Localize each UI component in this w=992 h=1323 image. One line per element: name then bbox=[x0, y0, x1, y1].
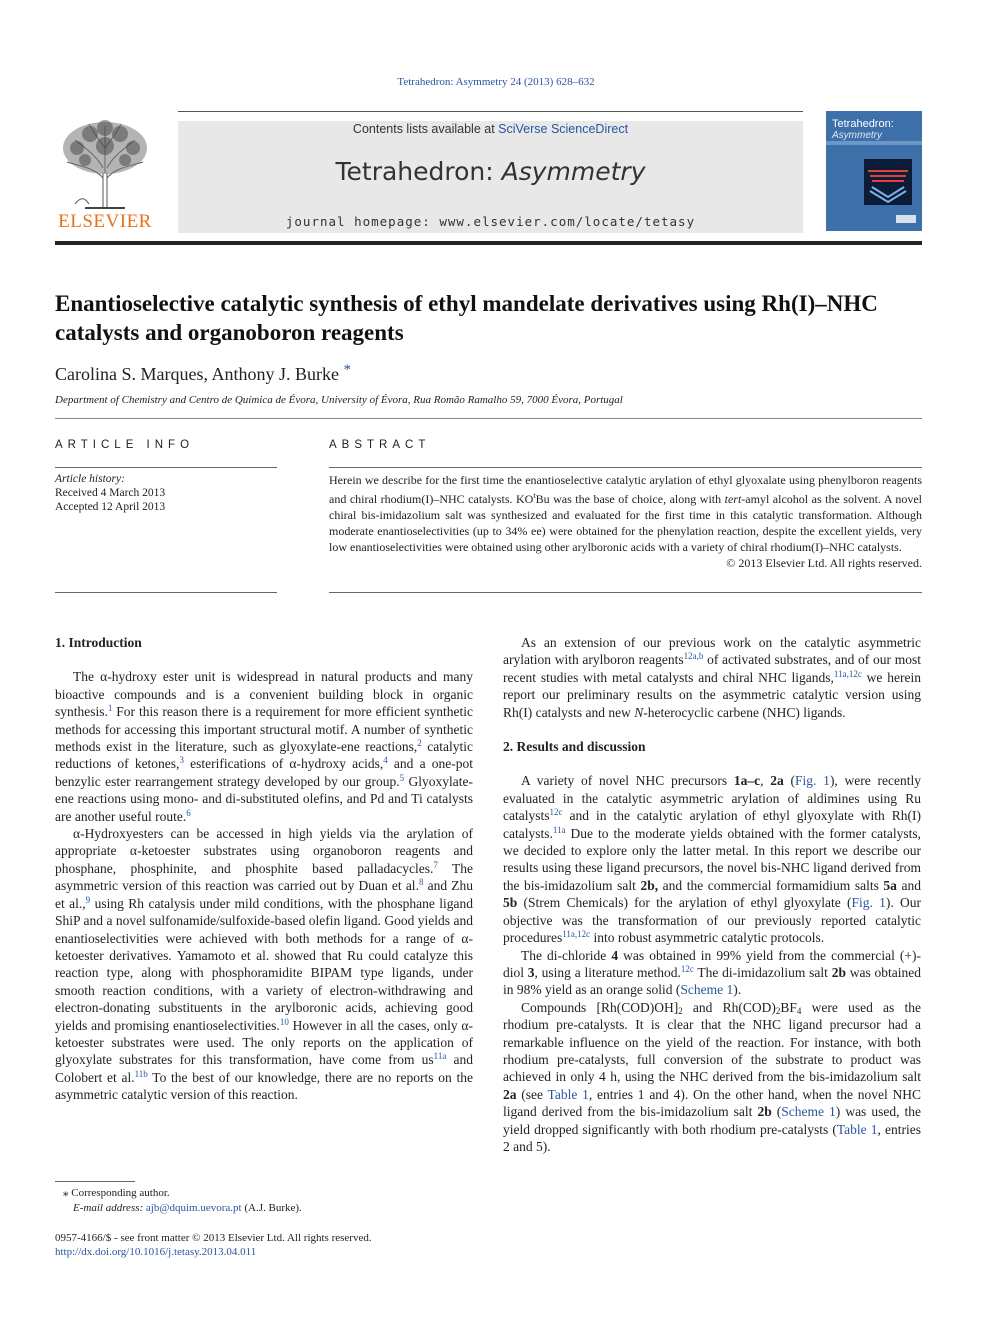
article-title: Enantioselective catalytic synthesis of ethyl mandelate derivatives using Rh(I)–NHC catalysts and organoboron reagents bbox=[55, 291, 878, 345]
author-names: Carolina S. Marques, Anthony J. Burke bbox=[55, 364, 339, 384]
left-column bbox=[55, 634, 473, 1104]
paragraph: The α-hydroxy ester unit is widespread in natural products and many bioactive compounds and is a convenient building block in organic synthesis.$^1$ For this reason there is a requirement for more efficient synthetic methods for accessing this important structural motif. A number of synthetic methods exist in the literature, such as glyoxylate-ene reactions,$^2$ catalytic reductions of ketones,$^3$ esterifications of α-hydroxy acids,$^4$ and a one-pot benzylic ester rearrangement strategy developed by our group.$^5$ Glyoxylate-ene reactions using mono- and di-substituted olefins, and Pd and Ti catalysts are another useful route.$^6$ bbox=[55, 669, 473, 824]
sciencedirect-link[interactable]: SciVerse ScienceDirect bbox=[498, 122, 629, 136]
publisher-wordmark: ELSEVIER bbox=[58, 211, 152, 232]
contents-prefix: Contents lists available at bbox=[352, 122, 499, 136]
email-link[interactable]: ajb@dquim.uevora.pt bbox=[145, 1202, 242, 1214]
cover-graphic-icon bbox=[826, 111, 922, 231]
corresponding-author-mark[interactable]: * bbox=[343, 362, 351, 378]
email-suffix: (A.J. Burke). bbox=[241, 1202, 302, 1214]
article-info-bottom-rule bbox=[55, 592, 277, 593]
history-label: Article history: bbox=[55, 473, 125, 485]
paragraph: As an extension of our previous work on the catalytic asymmetric arylation with arylboron reagents$^{12a,b}$ of activated substrates, and of our most recent studies with metal catalysts and chiral NHC ligands,$^{11a,12c}$ we herein report our preliminary results on the asymmetric catalytic version using Rh(I) catalysts and new N-heterocyclic carbene (NHC) ligands. bbox=[503, 635, 921, 720]
abstract-heading: ABSTRACT bbox=[329, 439, 431, 451]
journal-homepage[interactable]: journal homepage: www.elsevier.com/locate/tetasy bbox=[285, 214, 696, 229]
abstract-text: Herein we describe for the first time the enantioselective catalytic arylation of ethyl glyoxalate using phenylboron reagents and chiral rhodium(I)–NHC catalysts. $KO^tBu$ was the base of choice, along with tert-amyl alcohol as the solvent. A novel chiral bis-imidazolium salt was synthesized and evaluated for the first time in this catalytic transformation. Although moderate enantioselectivities (up to 34% ee) were obtained for the phenylation reaction, despite the excellent yields, very low enantioselectivities were obtained using other arylboronic acids with a variety of chiral rhodium(I)–NHC catalysts. © 2013 Elsevier Ltd. All rights reserved. bbox=[329, 473, 922, 570]
doi-link[interactable]: http://dx.doi.org/10.1016/j.tetasy.2013.04.011 bbox=[55, 1246, 257, 1258]
received-date: Received 4 March 2013 bbox=[55, 487, 166, 499]
affiliation-rule bbox=[55, 418, 922, 419]
paragraph: Compounds $[Rh(COD)OH]_2$ and $Rh(COD)_2BF_4$ were used as the rhodium pre-catalysts. It is clear that the NHC ligand precursor had a remarkable influence on the yield of the reaction. For instance, with both rhodium pre-catalysts, full conversion of the substrate to product was achieved in only 4 h, using the NHC derived from the bis-imidazolium salt 2a (see Table 1, entries 1 and 4). On the other hand, when the novel NHC ligand derived from the bis-imidazolium salt 2b (Scheme 1) was used, the yield dropped significantly with both rhodium pre-catalysts (Table 1, entries 2 and 5). bbox=[503, 999, 922, 1154]
affiliation: Department of Chemistry and Centro de Química de Évora, University of Évora, Rua Romão Ramalho 59, 7000 Évora, Portugal bbox=[55, 394, 623, 406]
cover-title-main: Tetrahedron: bbox=[832, 118, 894, 130]
right-column bbox=[503, 634, 921, 1155]
cover-title-sub: Asymmetry bbox=[832, 130, 882, 141]
journal-title-italic: Asymmetry bbox=[501, 157, 646, 186]
paragraph: A variety of novel NHC precursors 1a–c, 2a (Fig. 1), were recently evaluated in the catalytic asymmetric arylation of aldimines using Ru catalysts$^{12c}$ and in the catalytic arylation of ethyl glyoxylate with Rh(I) catalysts.$^{11a}$ Due to the moderate yields obtained with the former catalysts, we decided to explore only the latter metal. In this report we describe our results using these ligand precursors, the novel bis-NHC ligand derived from the bis-imidazolium salt 2b, and the commercial formamidium salts 5a and 5b (Strem Chemicals) for the arylation of ethyl glyoxylate (Fig. 1). Our objective was the transformation of our previously reported catalytic procedures$^{11a,12c}$ into robust asymmetric catalytic protocols. bbox=[503, 773, 921, 946]
section-heading-results: 2. Results and discussion bbox=[503, 739, 646, 755]
front-matter-info bbox=[55, 1231, 555, 1259]
header-thick-rule bbox=[55, 241, 922, 245]
accepted-date: Accepted 12 April 2013 bbox=[55, 501, 166, 513]
email-line bbox=[55, 1201, 473, 1216]
footnote-rule bbox=[55, 1181, 135, 1182]
journal-citation[interactable]: Tetrahedron: Asymmetry 24 (2013) 628–632 bbox=[397, 76, 595, 88]
contents-line bbox=[178, 121, 803, 137]
issn-line: 0957-4166/$ - see front matter © 2013 Elsevier Ltd. All rights reserved. bbox=[55, 1232, 372, 1244]
article-info-heading: ARTICLE INFO bbox=[55, 439, 195, 451]
author-list bbox=[55, 362, 351, 385]
paragraph: α-Hydroxyesters can be accessed in high yields via the arylation of appropriate α-ketoester substrates using organoboron reagents and phosphane, phosphinite, and phosphite based palladacycles.$^7$ The asymmetric version of this reaction was carried out by Duan et al.$^8$ and Zhu et al.,$^9$ using Rh catalysis under mild conditions, with the phosphane ligand ShiP and a novel sulfonamide/sulfoxide-based olefin ligand. Good yields and enantioselectivities were achieved with both methods for a range of α-ketoester derivatives. Yamamoto et al. showed that Ru could catalyze this reaction type, along with phosphoramidite BIPAM type ligands, under smooth reaction conditions, with a variety of electron-withdrawing and electron-donating substituents in the arylboronic acids, achieving good yields and promising enantioselectivities.$^{10}$ However in all the cases, only α-ketoester substrates were used. The only reports on the application of glyoxylate substrates for this transformation, have come from $us^{11a}$ and Colobert et al.$^{11b}$ To the best of our knowledge, there are no reports on the asymmetric catalytic version of this reaction. bbox=[55, 826, 473, 1103]
abstract-rule bbox=[329, 467, 922, 468]
corresponding-author-note: ⁎ Corresponding author. bbox=[63, 1187, 170, 1199]
footnote bbox=[55, 1186, 473, 1216]
article-history bbox=[55, 472, 165, 514]
journal-title-main: Tetrahedron: bbox=[335, 157, 502, 186]
paragraph: The di-chloride 4 was obtained in 99% yield from the commercial (+)-diol 3, using a literature method.$^{12c}$ The di-imidazolium salt 2b was obtained in 98% yield as an orange solid (Scheme 1). bbox=[503, 947, 921, 998]
elsevier-logo bbox=[55, 118, 155, 238]
email-label: E-mail address: bbox=[73, 1202, 146, 1214]
journal-title bbox=[178, 157, 803, 186]
abstract-copyright: © 2013 Elsevier Ltd. All rights reserved. bbox=[726, 556, 922, 570]
abstract-bottom-rule bbox=[329, 592, 922, 593]
section-heading-introduction: 1. Introduction bbox=[55, 635, 142, 650]
journal-banner bbox=[178, 121, 803, 233]
header-rule bbox=[178, 111, 803, 112]
elsevier-tree-icon bbox=[55, 118, 155, 210]
journal-cover-image[interactable] bbox=[826, 111, 922, 231]
article-info-rule bbox=[55, 467, 277, 468]
